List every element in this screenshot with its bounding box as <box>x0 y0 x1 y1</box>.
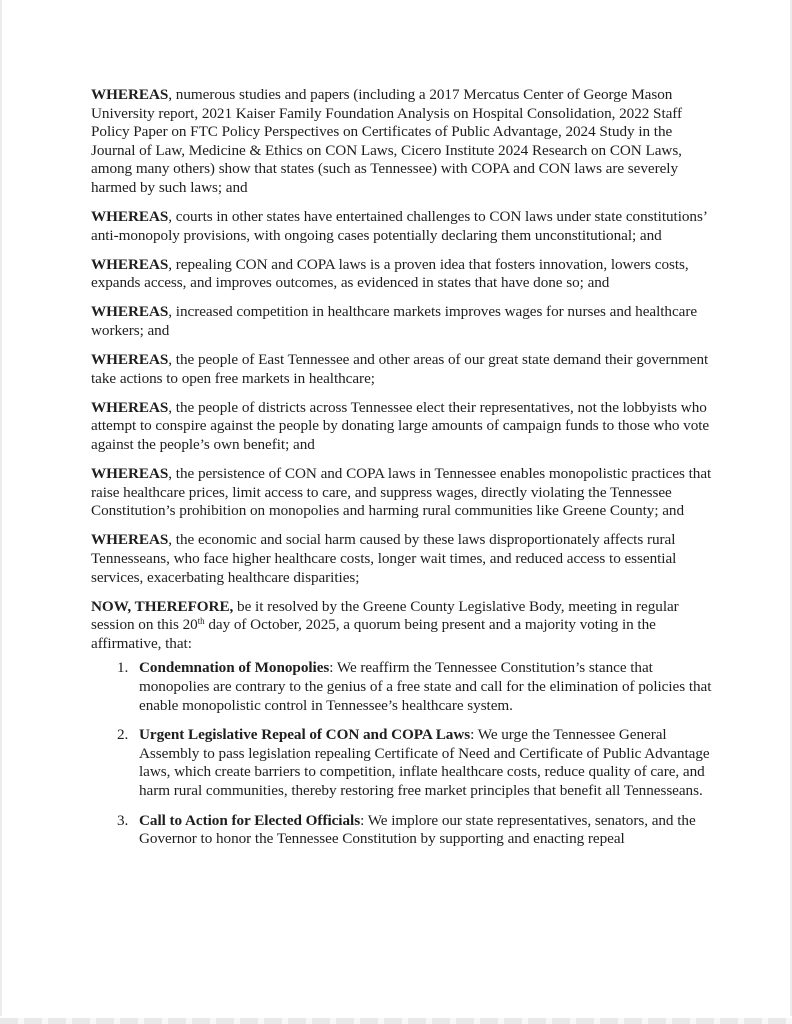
resolution-item <box>91 726 713 800</box>
item-title: Call to Action for Elected Officials <box>139 811 361 829</box>
whereas-text: , repealing CON and COPA laws is a proven idea that fosters innovation, lowers costs, expands access, and improves outcomes, as evidenced in states that have done so; and <box>91 255 689 292</box>
item-title: Condemnation of Monopolies <box>139 659 330 677</box>
item-number: 1. <box>117 659 129 677</box>
whereas-clause-1 <box>91 86 713 198</box>
whereas-clause-3 <box>91 256 713 293</box>
whereas-clause-5 <box>91 351 713 388</box>
whereas-clause-2 <box>91 208 713 245</box>
therefore-text: be it resolved by the Greene County Legislative Body, meeting in regular session on this 20 <box>91 597 679 634</box>
whereas-text: , the people of East Tennessee and other areas of our great state demand their government take actions to open free markets in healthcare; <box>91 351 709 387</box>
whereas-text: , the people of districts across Tennessee elect their representatives, not the lobbyists who attempt to conspire against the people by donating large amounts of campaign funds to those who vote against the people’s own benefit; and <box>91 398 710 453</box>
scan-edge-bottom <box>0 1018 792 1024</box>
therefore-clause <box>91 598 713 654</box>
whereas-keyword: WHEREAS <box>91 303 169 321</box>
item-text: : We implore our state representatives, senators, and the Governor to honor the Tennessee Constitution by supporting and enacting repeal <box>139 811 696 848</box>
resolution-list <box>91 659 713 848</box>
whereas-keyword: WHEREAS <box>91 255 169 273</box>
whereas-clause-7 <box>91 465 713 521</box>
therefore-text-cont: day of October, 2025, a quorum being present and a majority voting in the affirmative, that: <box>91 616 656 652</box>
whereas-clause-6 <box>91 399 713 455</box>
resolution-item <box>91 812 713 849</box>
whereas-text: , the economic and social harm caused by these laws disproportionately affects rural Tennesseans, who face higher healthcare costs, longer wait times, and reduced access to essential services, exacerbating healthcare disparities; <box>91 531 677 586</box>
whereas-clause-4 <box>91 303 713 340</box>
ordinal-suffix: th <box>197 616 205 627</box>
scan-edge-left <box>0 0 2 1016</box>
whereas-text: , the persistence of CON and COPA laws in Tennessee enables monopolistic practices that raise healthcare prices, limit access to care, and suppress wages, directly violating the Tennessee Constitution’s prohibition on monopolies and harming rural communities like Greene County; and <box>91 465 712 520</box>
whereas-keyword: WHEREAS <box>91 465 169 483</box>
item-title: Urgent Legislative Repeal of CON and COPA Laws <box>139 726 471 744</box>
whereas-text: , courts in other states have entertained challenges to CON laws under state constitutions’ anti-monopoly provisions, with ongoing cases potentially declaring them unconstitutional; and <box>91 208 707 244</box>
whereas-text: , increased competition in healthcare markets improves wages for nurses and healthcare workers; and <box>91 303 698 340</box>
whereas-keyword: WHEREAS <box>91 351 169 369</box>
item-text: : We reaffirm the Tennessee Constitution’s stance that monopolies are contrary to the genius of a free state and call for the elimination of policies that enable monopolistic control in Tennessee’s healthcare system. <box>139 659 712 714</box>
whereas-keyword: WHEREAS <box>91 208 169 226</box>
whereas-keyword: WHEREAS <box>91 531 169 549</box>
whereas-keyword: WHEREAS <box>91 86 169 103</box>
item-text: : We urge the Tennessee General Assembly to pass legislation repealing Certificate of Need and Certificate of Public Advantage laws, which create barriers to competition, inflate healthcare costs, reduce quality of care, and harm rural communities, thereby restoring free market principles that benefit all Tennesseans. <box>139 726 710 799</box>
resolution-body <box>91 86 713 860</box>
whereas-clause-8 <box>91 531 713 587</box>
item-number: 2. <box>117 726 129 744</box>
whereas-text: , numerous studies and papers (including a 2017 Mercatus Center of George Mason University report, 2021 Kaiser Family Foundation Analysis on Hospital Consolidation, 2022 Staff Policy Paper on FTC Policy Perspectives on Certificates of Public Advantage, 2024 Study in the Journal of Law, Medicine & Ethics on CON Laws, Cicero Institute 2024 Research on CON Laws, among many others) show that states (such as Tennessee) with COPA and CON laws are severely harmed by such laws; and <box>91 86 683 196</box>
resolution-item <box>91 659 713 715</box>
therefore-keyword: NOW, THEREFORE, <box>91 597 234 615</box>
item-number: 3. <box>117 811 129 829</box>
whereas-keyword: WHEREAS <box>91 398 169 416</box>
